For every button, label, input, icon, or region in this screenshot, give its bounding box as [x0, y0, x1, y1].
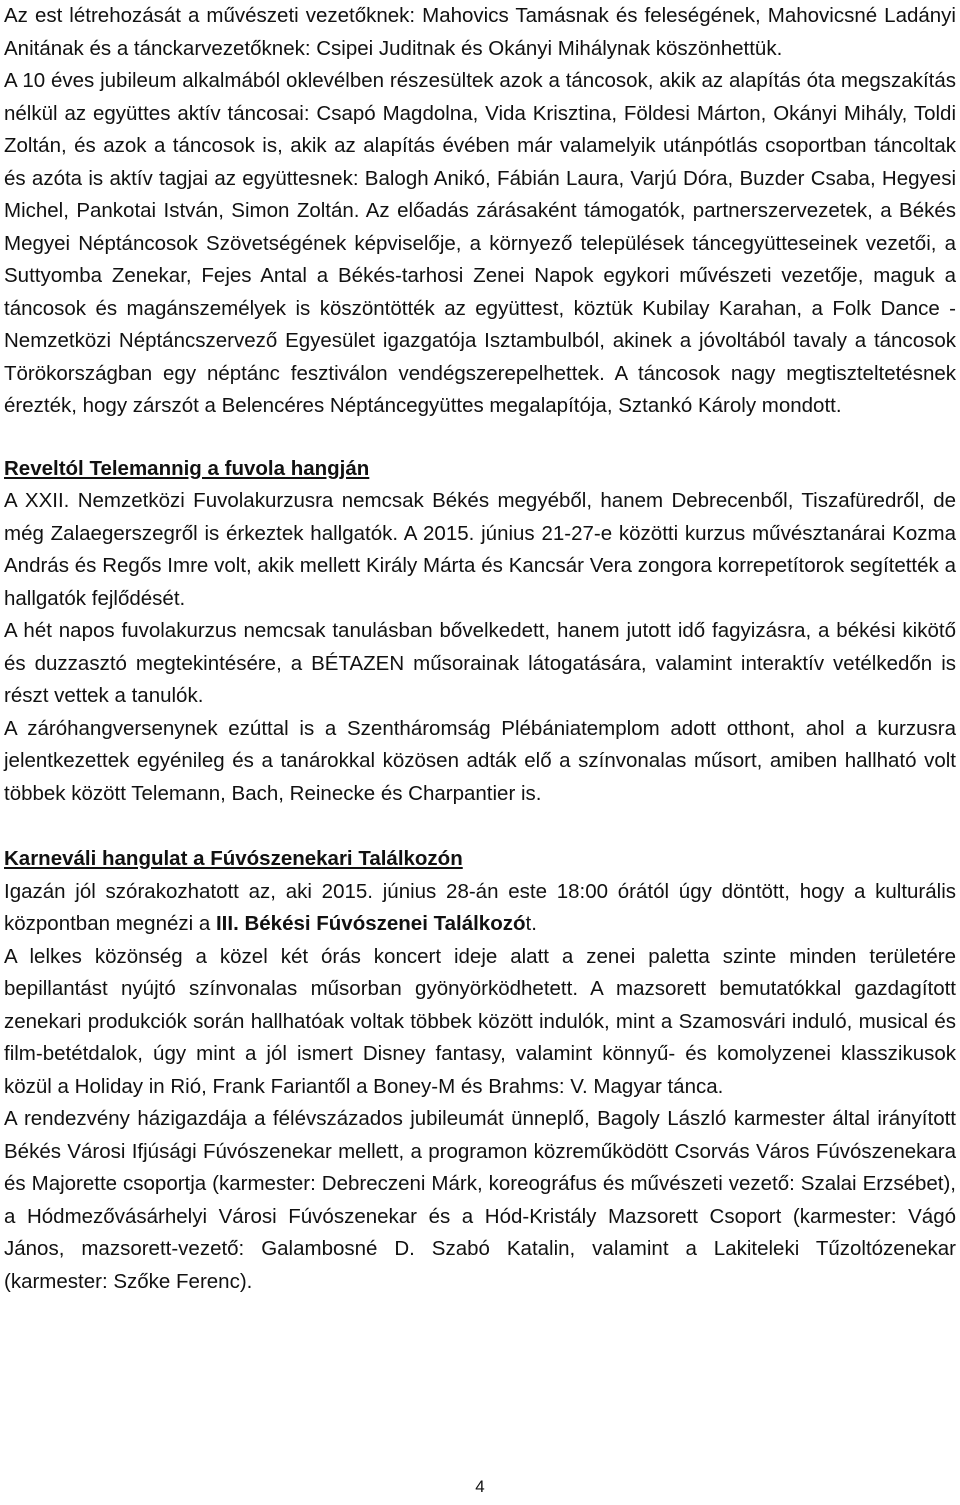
intro-paragraph-2: A 10 éves jubileum alkalmából oklevélben részesültek azok a táncosok, akik az alapítás óta megszakítás nélkül az együttes aktív táncosai: Csapó Magdolna, Vida Krisztina, Földesi Márton, Okányi Mihály, Toldi Zoltán, és azok a táncosok is, akik az alapítás évében már valamelyik utánpótlás csoportban táncoltak és azóta is aktív tagjai az együttesnek: Balogh Anikó, Fábián Laura, Varjú Dóra, Buzder Csaba, Hegyesi Michel, Pankotai István, Simon Zoltán. Az előadás zárásaként támogatók, partnerszervezetek, a Békés Megyei Néptáncosok Szövetségének képviselője, a környező települések táncegyütteseinek vezetői, a Suttyomba Zenekar, Fejes Antal a Békés-tarhosi Zenei Napok egykori művészeti vezetője, maguk a táncosok és magánszemélyek is köszöntötték az együttest, köztük Kubilay Karahan, a Folk Dance - Nemzetközi Néptáncszervező Egyesület igazgatója Isztambulból, akinek a jóvoltából tavaly a táncosok Törökországban egy néptánc fesztiválon vendégszerepelhettek. A táncosok nagy megtiszteltetésnek érezték, hogy zárszót a Belencéres Néptáncegyüttes megalapítója, Sztankó Károly mondott.: [4, 69, 956, 417]
karneval-paragraph-1: [4, 876, 956, 941]
karneval-p1-suffix: t.: [525, 912, 537, 935]
fuvola-paragraph-1: A XXII. Nemzetközi Fuvolakurzusra nemcsak Békés megyéből, hanem Debrecenből, Tiszafüredről, de még Zalaegerszegről is érkeztek hallgatók. A 2015. június 21-27-e közötti kurzus művésztanárai Kozma András és Regős Imre volt, akik mellett Király Márta és Kancsár Vera zongora korrepetítorok segítették a hallgatók fejlődését.: [4, 489, 956, 610]
karneval-paragraph-3: A rendezvény házigazdája a félévszázados jubileumát ünneplő, Bagoly László karmester által irányított Békés Városi Ifjúsági Fúvószenekar mellett, a programon közreműködött Csorvás Város Fúvószenekara és Majorette csoportja (karmester: Debreczeni Márk, koreográfus és művészeti vezető: Szalai Erzsébet), a Hódmezővásárhelyi Városi Fúvószenekar és a Hód-Kristály Mazsorett Csoport (karmester: Vágó János, mazsorett-vezető: Galambosné D. Szabó Katalin, valamint a Lakiteleki Tűzoltózenekar (karmester: Szőke Ferenc).: [4, 1107, 956, 1293]
section-spacer: [4, 423, 956, 453]
page-number: 4: [475, 1477, 485, 1496]
section-spacer: [4, 810, 956, 843]
karneval-paragraph-2: A lelkes közönség a közel két órás koncert ideje alatt a zenei paletta szinte minden területére bepillantást nyújtó színvonalas műsorban gyönyörködhetett. A mazsorett bemutatókkal gazdagított zenekari produkciók során hallhatóak voltak többek között indulók, mint a Szamosvári induló, musical és film-betétdalok, úgy mint a jól ismert Disney fantasy, valamint könnyű- és komolyzenei klasszikusok közül a Holiday in Rió, Frank Fariantől a Boney-M és Brahms: V. Magyar tánca.: [4, 944, 956, 1098]
fuvola-paragraph-3: A záróhangversenynek ezúttal is a Szentháromság Plébániatemplom adott otthont, ahol a kurzusra jelentkezettek egyénileg és a tanárokkal közösen adták elő a színvonalas műsort, amiben hallható volt többek között Telemann, Bach, Reinecke és Charpantier is.: [4, 716, 956, 805]
section-heading-fuvola: Reveltól Telemannig a fuvola hangján: [4, 456, 370, 480]
fuvola-paragraph-2: A hét napos fuvolakurzus nemcsak tanulásban bővelkedett, hanem jutott idő fagyizásra, a békési kikötő és duzzasztó megtekintésére, a BÉTAZEN műsorainak látogatására, valamint interaktív vetélkedőn is részt vettek a tanulók.: [4, 619, 956, 707]
event-name-bold: III. Békési Fúvószenei Találkozó: [215, 912, 526, 935]
document-page: [4, 0, 956, 1298]
intro-paragraph-1: Az est létrehozását a művészeti vezetőknek: Mahovics Tamásnak és feleségének, Mahovicsné Ladányi Anitának és a tánckarvezetőknek: Csipei Juditnak és Okányi Mihálynak köszönhettük.: [4, 4, 956, 60]
section-heading-karneval: Karneváli hangulat a Fúvószenekari Találkozón: [4, 847, 463, 870]
karneval-p1-text: Igazán jól szórakozhatott az, aki 2015. június 28-án este 18:00 órától úgy döntött, hogy a kulturális központban megnézi a: [4, 879, 956, 935]
